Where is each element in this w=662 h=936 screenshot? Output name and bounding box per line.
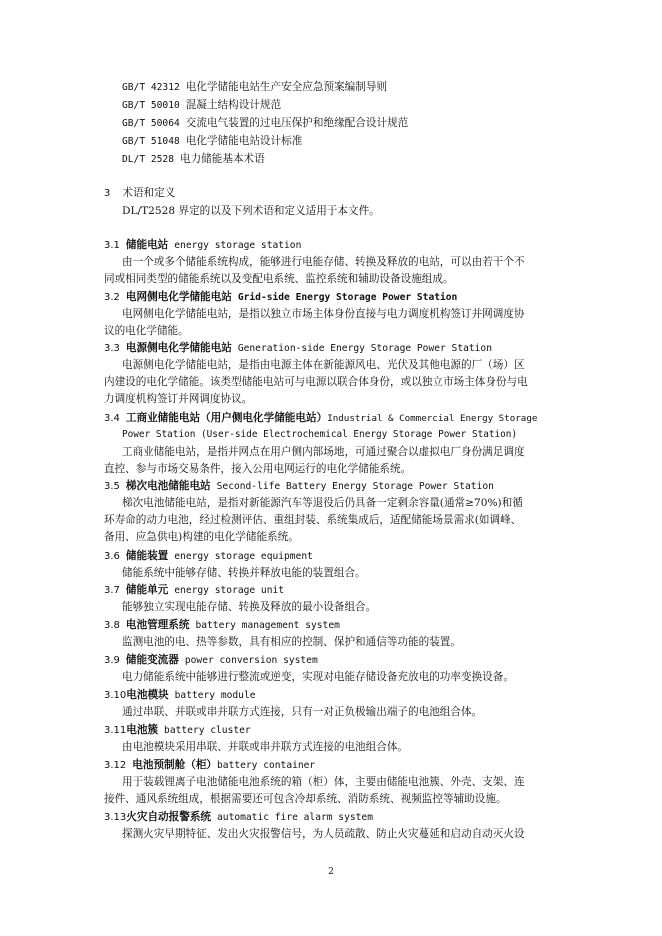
standard-item [122, 98, 281, 113]
standard-code: GB/T 51048 [122, 136, 180, 147]
section-number: 3 [104, 188, 111, 199]
standard-title: 混凝土结构设计规范 [185, 99, 282, 111]
standard-code: GB/T 50064 [122, 118, 180, 129]
term-zh: 电源侧电化学储能电站 [125, 342, 232, 354]
term-number: 3.1 [104, 240, 120, 251]
term-heading [104, 238, 301, 253]
term-zh: 储能单元 [125, 584, 169, 596]
term-definition-line: 通过串联、并联或串并联方式连接，只有一对正负极输出端子的电池组合体。 [122, 706, 483, 718]
term-heading [104, 583, 284, 598]
term-zh: 储能电站 [125, 239, 169, 251]
term-number: 3.2 [104, 292, 120, 303]
term-zh: 电池管理系统 [125, 619, 190, 631]
term-definition-line: 内建设的电化学储能。该类型储能电站可与电源以联合体身份，或以独立市场主体身份与电 [104, 376, 528, 388]
term-number: 3.7 [104, 585, 120, 596]
term-en: battery management system [195, 620, 340, 631]
term-definition-line: 用于装载锂离子电池储能电池系统的箱（柜）体，主要由储能电池簇、外壳、支架、连 [122, 776, 525, 788]
standard-code: DL/T 2528 [122, 154, 174, 165]
term-definition-line: 由一个或多个储能系统构成，能够进行电能存储、转换及释放的电站，可以由若干个不 [122, 256, 525, 268]
term-en: battery module [174, 690, 256, 701]
term-definition-line: 同或相同类型的储能系统以及变配电系统、监控系统和辅助设备设施组成。 [104, 273, 454, 285]
term-heading [104, 618, 340, 633]
term-definition-line: 议的电化学储能。 [104, 325, 189, 337]
term-heading [104, 723, 251, 738]
term-definition-line: 接件、通风系统组成，根据需要还可包含冷却系统、消防系统、视频监控等辅助设施。 [104, 793, 507, 805]
term-definition-line: 梯次电池储能电站，是指对新能源汽车等退役后仍具备一定剩余容量(通常≥70%)和循 [122, 497, 523, 509]
term-zh: 火灾自动报警系统 [126, 811, 212, 823]
term-en: power conversion system [184, 655, 318, 666]
term-en: Grid-side Energy Storage Power Station [237, 292, 458, 303]
term-number: 3.6 [104, 551, 120, 562]
term-definition-line: 直控、参与市场交易条件，接入公用电网运行的电化学储能系统。 [104, 463, 412, 475]
term-zh: 电池预制舱（柜） [132, 759, 218, 771]
term-definition-line: 电网侧电化学储能电站，是指以独立市场主体身份直接与电力调度机构签订并网调度协 [122, 308, 525, 320]
term-heading [104, 341, 492, 356]
term-en: energy storage station [174, 240, 302, 251]
term-en-continuation: Power Station (User-side Electrochemical Energy Storage Power Station) [122, 429, 518, 440]
term-en: automatic fire alarm system [217, 812, 373, 823]
term-number: 3.10 [104, 690, 127, 701]
page-number: 2 [328, 867, 334, 877]
term-heading [104, 653, 318, 668]
term-definition-line: 探测火灾早期特征、发出火灾报警信号，为人员疏散、防止火灾蔓延和启动自动灭火设 [122, 828, 525, 840]
term-definition-line: 力调度机构签订并网调度协议。 [104, 393, 253, 405]
section-intro: DL/T2528 界定的以及下列术语和定义适用于本文件。 [122, 205, 380, 217]
section-heading [104, 186, 175, 201]
term-heading [104, 479, 494, 494]
term-definition-line: 监测电池的电、热等参数，具有相应的控制、保护和通信等功能的装置。 [122, 636, 461, 648]
term-definition-line: 环寿命的动力电池，经过检测评估、重组封装、系统集成后，适配储能场景需求(如调峰、 [104, 514, 522, 526]
term-heading [104, 290, 457, 305]
term-number: 3.9 [104, 655, 120, 666]
term-number: 3.4 [104, 413, 120, 424]
term-definition-line: 电力储能系统中能够进行整流或逆变，实现对电能存储设备充放电的功率变换设备。 [122, 671, 514, 683]
term-en: Second-life Battery Energy Storage Power Station [216, 481, 494, 492]
term-number: 3.11 [104, 725, 127, 736]
term-en: energy storage equipment [174, 551, 313, 562]
term-zh: 梯次电池储能电站 [125, 480, 211, 492]
term-definition-line: 备用、应急供电)构建的电化学储能系统。 [104, 531, 299, 543]
term-zh: 工商业储能电站（用户侧电化学储能电站） [125, 412, 328, 424]
term-zh: 储能装置 [125, 550, 169, 562]
term-definition-line: 电源侧电化学储能电站，是指由电源主体在新能源风电、光伏及其他电源的厂（场）区 [122, 359, 525, 371]
term-en: Industrial & Commercial Energy Storage [327, 413, 538, 424]
term-definition-line: 储能系统中能够存储、转换并释放电能的装置组合。 [122, 567, 366, 579]
term-definition-line: 由电池模块采用串联、并联或串并联方式连接的电池组合体。 [122, 741, 409, 753]
standard-title: 交流电气装置的过电压保护和绝缘配合设计规范 [185, 117, 409, 129]
term-en: Generation-side Energy Storage Power Station [237, 343, 492, 354]
term-en: battery cluster [164, 725, 251, 736]
standard-item [122, 134, 302, 149]
term-heading [104, 549, 313, 564]
standard-code: GB/T 42312 [122, 82, 180, 93]
term-zh: 储能变流器 [125, 654, 179, 666]
term-heading [104, 688, 256, 703]
standard-item [122, 80, 387, 95]
term-heading [104, 810, 373, 825]
term-zh: 电池模块 [126, 689, 169, 701]
section-title: 术语和定义 [122, 187, 176, 199]
standard-title: 电化学储能电站设计标准 [185, 135, 303, 147]
term-definition-line: 工商业储能电站，是指并网点在用户侧内部场地，可通过聚合以虚拟电厂身份满足调度 [122, 446, 525, 458]
term-definition-line: 能够独立实现电能存储、转换及释放的最小设备组合。 [122, 601, 377, 613]
term-en: battery container [217, 760, 316, 771]
standard-item [122, 116, 408, 131]
standard-title: 电化学储能电站生产安全应急预案编制导则 [185, 81, 388, 93]
term-en: energy storage unit [174, 585, 285, 596]
term-zh: 电网侧电化学储能电站 [125, 291, 232, 303]
standard-item [122, 152, 265, 167]
term-number: 3.5 [104, 481, 120, 492]
term-number: 3.8 [104, 620, 120, 631]
term-heading [104, 411, 537, 426]
term-number: 3.3 [104, 343, 120, 354]
term-heading [104, 758, 315, 773]
term-number: 3.12 [104, 760, 127, 771]
term-number: 3.13 [104, 812, 127, 823]
term-zh: 电池簇 [126, 724, 159, 736]
standard-title: 电力储能基本术语 [179, 153, 265, 165]
standard-code: GB/T 50010 [122, 100, 180, 111]
